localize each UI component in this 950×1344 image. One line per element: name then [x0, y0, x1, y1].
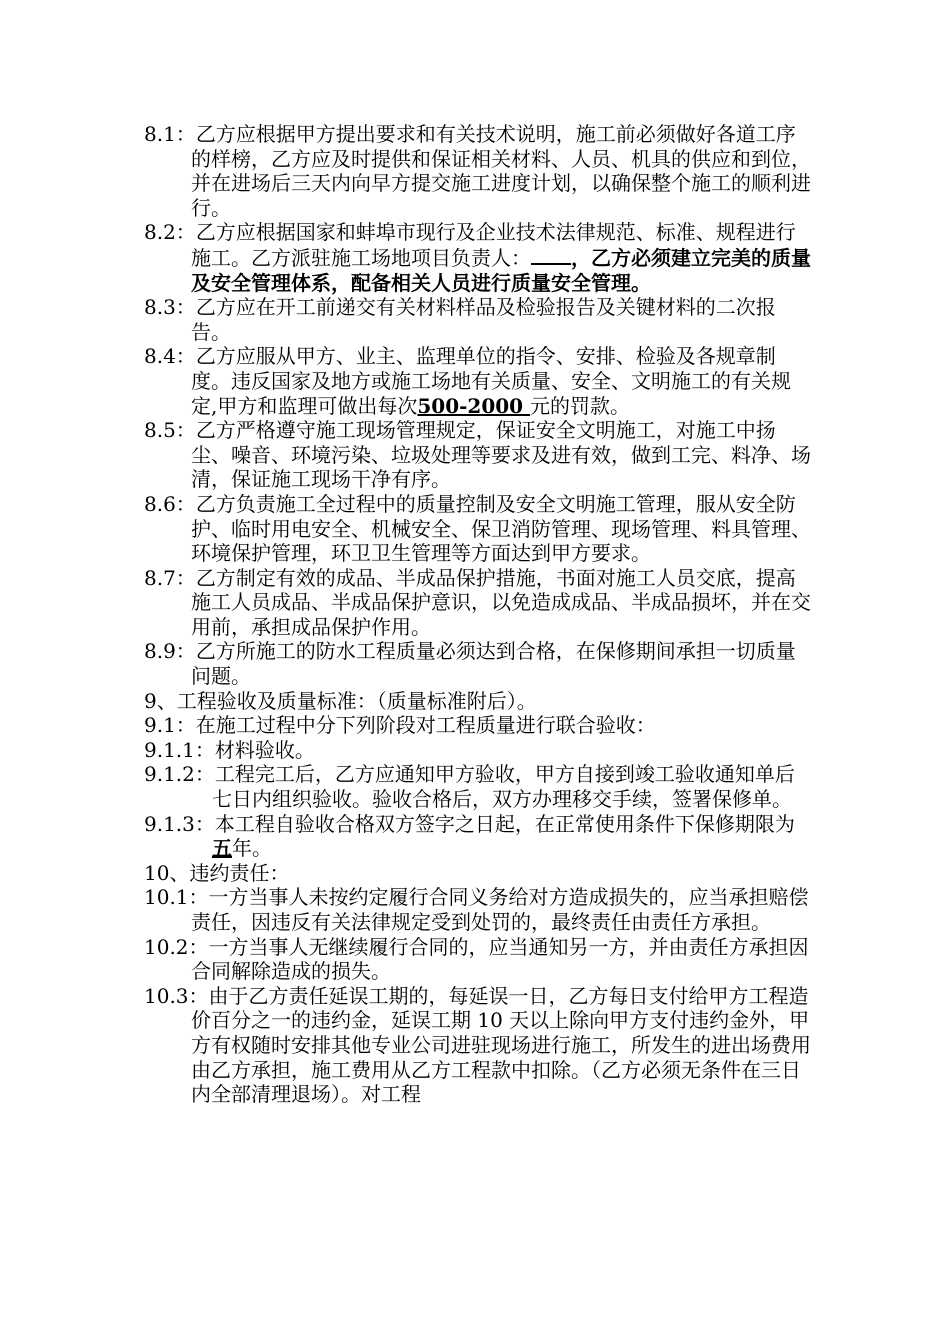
clause-text: 一方当事人无继续履行合同的，应当通知另一方，并由责任方承担因合同解除造成的损失。 [191, 934, 809, 984]
clause-number: 9.1.2： [144, 762, 215, 787]
clause-text: 由于乙方责任延误工期的，每延误一日，乙方每日支付给甲方工程造价百分之一的违约金，延误工期 10 天以上除向甲方支付违约金外，甲方有权随时安排其他专业公司进驻现场进行施工，所发生的进出场费用由乙方承担，施工费用从乙方工程款中扣除。（乙方必须无条件在三日内全部清理退场）。对工程 [191, 983, 811, 1107]
document-page [144, 122, 814, 1107]
clause-8-1 [144, 122, 814, 220]
clause-text: 乙方负责施工全过程中的质量控制及安全文明施工管理，服从安全防护、临时用电安全、机械安全、保卫消防管理、现场管理、料具管理、环境保护管理，环卫卫生管理等方面达到甲方要求。 [191, 491, 811, 566]
warranty-years: 五 [212, 836, 232, 861]
clause-text: 乙方应根据国家和蚌埠市现行及企业技术法律规范、标准、规程进行施工。乙方派驻施工场地项目负责人： [191, 220, 796, 270]
clause-number: 8.5： [144, 418, 196, 443]
clause-number: 8.4： [144, 344, 196, 369]
clause-number: 8.9： [144, 639, 196, 664]
clause-text: 乙方制定有效的成品、半成品保护措施，书面对施工人员交底，提高施工人员成品、半成品保护意识，以免造成成品、半成品损坏，并在交用前，承担成品保护作用。 [191, 565, 811, 639]
clause-8-3 [144, 295, 814, 344]
clause-8-2 [144, 220, 814, 295]
clause-text: 乙方严格遵守施工现场管理规定，保证安全文明施工，对施工中扬尘、噪音、环境污染、垃圾处理等要求及进有效，做到工完、料净、场清，保证施工现场干净有序。 [191, 418, 811, 492]
section-10-heading: 10、违约责任： [144, 860, 290, 885]
clause-text: ，乙方必须建立完美的质量及安全管理体系，配备相关人员进行质量安全管理。 [191, 245, 811, 295]
clause-number: 8.6： [144, 491, 196, 516]
clause-8-4 [144, 344, 814, 418]
clause-text: 乙方应在开工前递交有关材料样品及检验报告及关键材料的二次报告。 [191, 295, 776, 344]
section-9-heading: 9、工程验收及质量标准：（质量标准附后）。 [144, 688, 537, 713]
clause-8-7 [144, 566, 814, 640]
clause-number: 10.2： [144, 934, 209, 959]
clause-8-9 [144, 639, 814, 688]
clause-text: 乙方应根据甲方提出要求和有关技术说明，施工前必须做好各道工序的样榜，乙方应及时提供和保证相关材料、人员、机具的供应和到位，并在进场后三天内向早方提交施工进度计划，以确保整个施工的顺利进行。 [191, 122, 811, 220]
clause-9-1-2 [144, 762, 814, 811]
clause-10-2 [144, 935, 814, 984]
clause-number: 10.3： [144, 983, 209, 1008]
clause-text: 乙方应服从甲方、业主、监理单位的指令、安排、检验及各规章制度。违反国家及地方或施工场地有关质量、安全、文明施工的有关规定,甲方和监理可做出每次 [191, 344, 791, 418]
clause-text: 年。 [232, 836, 272, 861]
clause-number: 8.2： [144, 220, 196, 245]
clause-number: 8.7： [144, 565, 196, 590]
clause-9-1-1: 9.1.1：材料验收。 [144, 737, 315, 762]
clause-9-1-3 [144, 812, 814, 861]
clause-number: 8.3： [144, 295, 196, 320]
project-manager-blank [531, 245, 571, 265]
clause-text: 工程完工后，乙方应通知甲方验收，甲方自接到竣工验收通知单后七日内组织验收。验收合格后，双方办理移交手续，签署保修单。 [212, 762, 795, 812]
clause-8-6 [144, 492, 814, 566]
clause-number: 8.1： [144, 122, 196, 146]
fine-amount: 500-2000 [417, 393, 531, 418]
clause-10-3 [144, 984, 814, 1107]
clause-text: 乙方所施工的防水工程质量必须达到合格，在保修期间承担一切质量问题。 [191, 639, 796, 689]
clause-number: 9.1.3： [144, 811, 215, 836]
clause-10-1 [144, 885, 814, 934]
clause-text: 元的罚款。 [530, 393, 631, 418]
clause-number: 10.1： [144, 885, 209, 910]
clause-8-5 [144, 418, 814, 492]
clause-text: 一方当事人未按约定履行合同义务给对方造成损失的，应当承担赔偿责任，因违反有关法律规定受到处罚的，最终责任由责任方承担。 [191, 885, 809, 934]
clause-9-1: 9.1：在施工过程中分下列阶段对工程质量进行联合验收： [144, 713, 656, 738]
clause-text: 本工程自验收合格双方签字之日起，在正常使用条件下保修期限为 [214, 811, 795, 836]
